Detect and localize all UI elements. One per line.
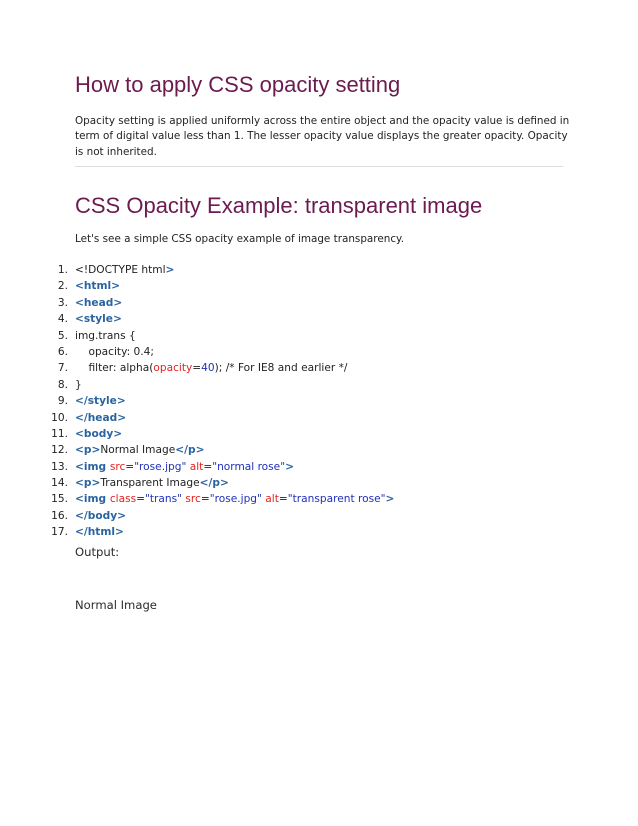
code-token-val: "normal rose" xyxy=(212,460,286,473)
code-token-val: "rose.jpg" xyxy=(134,460,187,473)
code-token-txt: = xyxy=(125,460,135,473)
code-text xyxy=(75,295,122,311)
code-text xyxy=(75,262,174,278)
code-token-tag: </style> xyxy=(75,395,126,408)
section-lead-opacity-example: Let's see a simple CSS opacity example of image transparency. xyxy=(75,233,405,245)
code-line xyxy=(0,475,638,491)
code-token-val: "transparent rose" xyxy=(287,493,386,506)
code-token-tag: <body> xyxy=(75,427,123,440)
line-number: 4. xyxy=(57,313,68,326)
code-text xyxy=(75,508,126,524)
code-line xyxy=(0,344,638,360)
code-token-val: 40 xyxy=(201,362,215,375)
code-token-txt: <!DOCTYPE html xyxy=(75,264,166,276)
code-token-tag: <p> xyxy=(75,444,101,457)
section-body-opacity-setting: Opacity setting is applied uniformly across the entire object and the opacity value is defined in term of digital value less than 1. The lesser opacity value displays the greater opacity. Opacity is not inherited. xyxy=(75,115,570,158)
code-token-txt: = xyxy=(203,460,213,473)
code-text xyxy=(75,491,394,507)
code-token-attr: alt xyxy=(189,460,204,473)
code-line xyxy=(0,262,638,278)
code-token-attr: alt xyxy=(265,493,279,506)
code-token-tag: > xyxy=(385,493,395,506)
code-token-attr: class xyxy=(109,493,137,506)
code-listing xyxy=(0,262,638,541)
code-text xyxy=(75,442,204,458)
code-token-txt: = xyxy=(278,493,288,506)
code-token-tag: <head> xyxy=(75,296,123,309)
code-text xyxy=(75,524,124,540)
code-token-tag: > xyxy=(165,264,175,276)
code-line xyxy=(0,459,638,475)
output-label: Output: xyxy=(75,545,120,559)
code-token-txt: img.trans { xyxy=(75,329,136,342)
code-token-txt: Normal Image xyxy=(100,444,176,457)
line-number: 15. xyxy=(51,493,68,506)
line-number: 8. xyxy=(57,378,68,391)
code-line xyxy=(0,377,638,393)
code-text xyxy=(75,410,126,426)
code-token-attr: opacity xyxy=(153,362,193,375)
line-number: 10. xyxy=(51,411,68,424)
line-number: 14. xyxy=(51,477,68,490)
code-line xyxy=(0,491,638,507)
horizontal-divider xyxy=(75,166,563,167)
code-line xyxy=(0,360,638,376)
line-number: 7. xyxy=(57,362,68,375)
code-token-txt: Transparent Image xyxy=(100,477,200,490)
code-text xyxy=(75,459,294,475)
line-number: 6. xyxy=(57,345,68,358)
code-token-txt: opacity: 0.4; xyxy=(75,345,154,358)
code-token-txt: = xyxy=(136,493,146,506)
line-number: 9. xyxy=(57,395,68,408)
code-line xyxy=(0,426,638,442)
code-line xyxy=(0,508,638,524)
code-text xyxy=(75,311,122,327)
code-token-txt: = xyxy=(200,493,210,506)
code-text xyxy=(75,377,82,393)
line-number: 3. xyxy=(57,296,68,309)
section-title-opacity-example: CSS Opacity Example: transparent image xyxy=(75,193,483,218)
code-line xyxy=(0,328,638,344)
code-text xyxy=(75,426,122,442)
code-token-tag: <p> xyxy=(75,477,101,490)
code-token-tag: <html> xyxy=(75,280,121,293)
code-token-tag: </p> xyxy=(199,477,229,490)
normal-image-label: Normal Image xyxy=(75,598,157,612)
line-number: 16. xyxy=(51,509,68,522)
code-line xyxy=(0,410,638,426)
code-text xyxy=(75,360,347,376)
code-line xyxy=(0,278,638,294)
code-token-tag: </html> xyxy=(75,526,124,539)
code-text xyxy=(75,328,136,344)
line-number: 2. xyxy=(57,280,68,293)
line-number: 5. xyxy=(57,329,68,342)
code-line xyxy=(0,295,638,311)
code-token-tag: </body> xyxy=(75,509,126,522)
code-line xyxy=(0,524,638,540)
section-title-opacity-setting: How to apply CSS opacity setting xyxy=(75,72,401,97)
code-token-tag: </head> xyxy=(75,411,127,424)
code-token-tag: </p> xyxy=(175,444,205,457)
line-number: 17. xyxy=(51,526,68,539)
code-text xyxy=(75,393,126,409)
code-token-tag: > xyxy=(285,460,294,473)
code-line xyxy=(0,442,638,458)
code-token-tag: <img xyxy=(75,493,110,506)
code-text xyxy=(75,278,120,294)
code-line xyxy=(0,393,638,409)
code-token-val: "rose.jpg" xyxy=(209,493,262,506)
code-token-tag: <img xyxy=(75,460,110,473)
line-number: 13. xyxy=(51,460,68,473)
code-text xyxy=(75,475,229,491)
code-token-tag: <style> xyxy=(75,313,122,326)
code-token-txt: = xyxy=(192,362,202,375)
code-token-attr: src xyxy=(185,493,201,506)
code-token-txt: } xyxy=(75,378,82,391)
code-text xyxy=(75,344,154,360)
line-number: 12. xyxy=(51,444,68,457)
code-token-txt: filter: alpha( xyxy=(75,362,154,375)
code-line xyxy=(0,311,638,327)
code-token-txt: ); /* For IE8 and earlier */ xyxy=(214,362,348,375)
code-token-val: "trans" xyxy=(145,493,183,506)
code-token-attr: src xyxy=(109,460,126,473)
line-number: 11. xyxy=(51,427,68,440)
line-number: 1. xyxy=(57,264,68,276)
